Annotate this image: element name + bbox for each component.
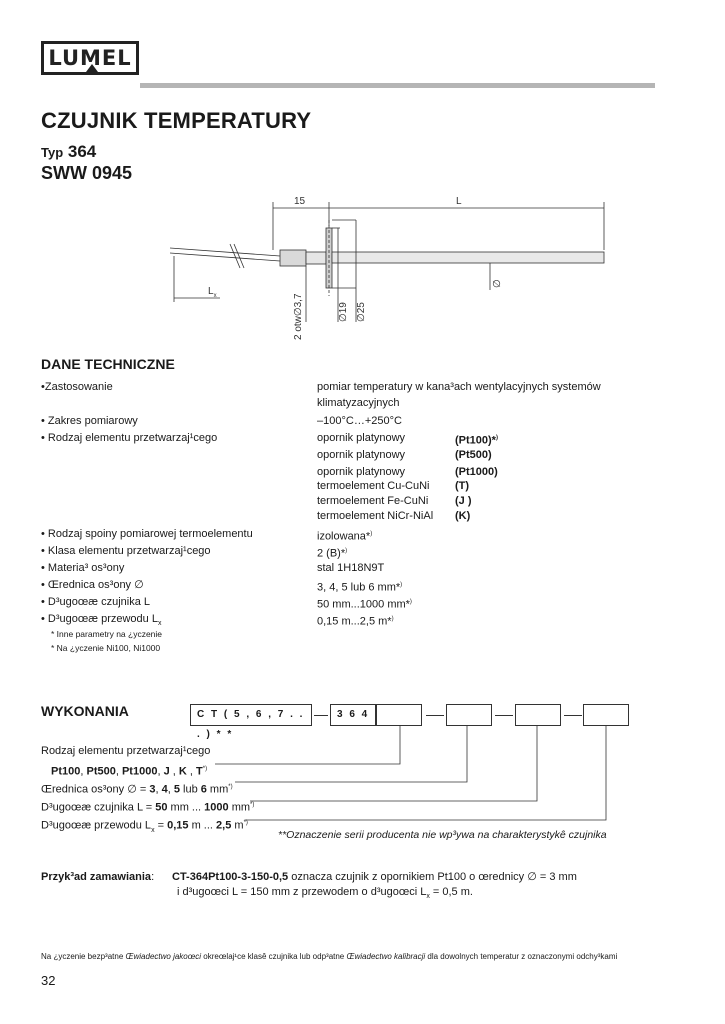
element-code-2: (Pt1000) — [455, 466, 498, 478]
diam-sep-1: , — [155, 783, 162, 796]
order-line-element-options — [51, 762, 207, 779]
footer-prefix: Na ¿yczenie bezp³atne — [41, 952, 126, 961]
spec-value-13: 50 mm...1000 mm* — [317, 598, 410, 611]
opt-j: J — [163, 765, 170, 778]
tech-note-0: * Inne parametry na ¿yczenie — [51, 629, 163, 639]
order-box-series: C T ( 5 , 6 , 7 . . . ) * * — [190, 704, 312, 726]
footer-note — [41, 952, 617, 961]
example-line-1-text — [172, 870, 577, 884]
spec-value-2: –100°C…+250°C — [317, 415, 402, 427]
diam-sup: *) — [228, 784, 233, 790]
spec-value-4: opornik platynowy — [317, 449, 406, 461]
order-line-diameter — [41, 780, 233, 797]
order-line-cable — [41, 816, 248, 838]
diam-text: Œrednica os³ony ∅ = — [41, 783, 150, 796]
dim-L-label: L — [456, 196, 462, 207]
example-label: Przyk³ad zamawiania — [41, 871, 152, 883]
spec-label-12: • Œrednica os³ony ∅ — [41, 579, 144, 591]
dim-diam-label: ∅ — [492, 279, 503, 288]
cable-mid: m ... — [188, 819, 217, 832]
spec-label-2: • Zakres pomiarowy — [41, 415, 138, 427]
spec-value-10: 2 (B)* — [317, 547, 346, 560]
example-text-1: oznacza czujnik z opornikiem Pt100 o œrednicy ∅ = 3 mm — [288, 871, 577, 883]
spec-sup-9: ) — [370, 531, 373, 537]
dim-15-label: 15 — [294, 196, 306, 207]
order-line-length — [41, 798, 254, 815]
opt-sep-4: , — [169, 765, 179, 778]
order-line-element-title: Rodzaj elementu przetwarzaj¹cego — [41, 745, 211, 757]
opt-k: K — [178, 765, 187, 778]
dim-holes-label: 2 otw∅3,7 — [293, 293, 304, 340]
diam-6: 6 — [200, 783, 207, 796]
dim-Lx-sub: x — [213, 293, 217, 299]
cable-min: 0,15 — [167, 819, 189, 832]
example-code: CT-364Pt100-3-150-0,5 — [172, 871, 289, 883]
spec-sup-10: ) — [345, 548, 348, 554]
opt-sup: *) — [202, 766, 208, 772]
len-unit: mm — [228, 801, 251, 814]
spec-value-14: 0,15 m...2,5 m* — [317, 615, 392, 628]
example-line-1 — [41, 870, 154, 884]
element-code-4: (J ) — [455, 495, 472, 507]
dim-19-label: ∅19 — [338, 302, 349, 322]
spec-value-9: izolowana* — [317, 530, 371, 543]
spec-lx-sub: x — [157, 620, 162, 628]
spec-value-8: termoelement NiCr-NiAl — [317, 510, 434, 522]
element-code-5: (K) — [455, 510, 471, 522]
spec-value-5: opornik platynowy — [317, 466, 406, 478]
spec-sup-12: ) — [400, 582, 403, 588]
cable-max: 2,5 — [216, 819, 232, 832]
leader-length — [250, 726, 537, 801]
order-box-type: 3 6 4 — [330, 704, 376, 726]
diam-3: 3 — [149, 783, 156, 796]
element-sup-0: ) — [495, 435, 498, 441]
cable-eq: = — [154, 819, 168, 832]
spec-label-10: • Klasa elementu przetwarzaj¹cego — [41, 545, 211, 557]
spec-label-11: • Materia³ os³ony — [41, 562, 125, 574]
cable-unit: m — [231, 819, 244, 832]
element-code-0: (Pt100)* — [455, 434, 496, 447]
element-code-3: (T) — [455, 480, 470, 492]
example-colon: : — [151, 871, 155, 883]
footer-cert-quality: Œwiadectwo jakoœci — [125, 952, 202, 961]
diam-sep-2: , — [167, 783, 174, 796]
footer-cert-calibration: Œwiadectwo kalibracji — [346, 952, 426, 961]
spec-value-6: termoelement Cu-CuNi — [317, 480, 430, 492]
spec-label-14: • D³ugoœæ przewodu L — [41, 613, 158, 625]
diam-or: lub — [179, 783, 201, 796]
spec-value-11: stal 1H18N9T — [317, 562, 385, 574]
len-sup: *) — [250, 802, 255, 808]
len-max: 1000 — [204, 801, 229, 814]
len-mid: mm ... — [167, 801, 205, 814]
diam-unit: mm — [206, 783, 229, 796]
spec-value-3: opornik platynowy — [317, 432, 406, 444]
type-label: Typ — [41, 145, 64, 160]
series-note: **Oznaczenie serii producenta nie wp³ywa na charakterystykê czujnika — [278, 829, 607, 841]
spec-value-12: 3, 4, 5 lub 6 mm* — [317, 581, 401, 594]
order-heading: WYKONANIA — [41, 703, 129, 719]
spec-value-0: pomiar temperatury w kana³ach wentylacyjnych systemów — [317, 381, 601, 393]
spec-sup-13: ) — [409, 599, 412, 605]
opt-t: T — [196, 765, 203, 778]
leader-cable — [245, 726, 606, 820]
page-number: 32 — [41, 973, 56, 988]
opt-sep-3: , — [157, 765, 164, 778]
opt-pt1000: Pt1000 — [121, 765, 158, 778]
leader-element — [215, 726, 400, 764]
diam-5: 5 — [173, 783, 180, 796]
type-value: 364 — [67, 142, 97, 161]
spec-label-9: • Rodzaj spoiny pomiarowej termoelementu — [41, 528, 253, 540]
len-text: D³ugoœæ czujnika L = — [41, 801, 156, 814]
opt-sep-1: , — [80, 765, 87, 778]
element-code-1: (Pt500) — [455, 449, 492, 461]
tech-note-1: * Na ¿yczenie Ni100, Ni1000 — [51, 643, 161, 653]
diam-4: 4 — [161, 783, 168, 796]
spec-label-0: •Zastosowanie — [41, 381, 113, 393]
example-sub: x — [426, 893, 430, 901]
spec-sup-14: ) — [391, 616, 394, 622]
cable-text: D³ugoœæ przewodu L — [41, 819, 152, 832]
opt-sep-5: , — [186, 765, 196, 778]
dim-25-label: ∅25 — [356, 302, 367, 322]
opt-pt500: Pt500 — [86, 765, 116, 778]
opt-sep-2: , — [115, 765, 122, 778]
cable-sup: *) — [243, 820, 248, 826]
spec-label-3: • Rodzaj elementu przetwarzaj¹cego — [41, 432, 218, 444]
cable-sub: x — [151, 826, 155, 834]
example-line-2 — [177, 885, 473, 904]
product-code: SWW 0945 — [41, 163, 133, 183]
example-text-2a: i d³ugoœci L = 150 mm z przewodem o d³ugoœci L — [177, 886, 427, 898]
tech-heading: DANE TECHNICZNE — [41, 356, 175, 372]
leader-diameter — [235, 726, 467, 782]
spec-value-1: klimatyzacyjnych — [317, 397, 400, 409]
spec-label-13: • D³ugoœæ czujnika L — [41, 596, 151, 608]
dim-Lx-main: L — [208, 286, 214, 297]
example-text-2b: = 0,5 m. — [429, 886, 473, 898]
footer-suffix: dla dowolnych temperatur z oznaczonymi odchy³kami — [425, 952, 618, 961]
page-title: CZUJNIK TEMPERATURY — [41, 108, 312, 133]
logo-text: LUMEL — [48, 46, 132, 70]
len-min: 50 — [155, 801, 168, 814]
footer-mid: okreœlaj¹ce klasê czujnika lub odp³atne — [201, 952, 347, 961]
opt-pt100: Pt100 — [51, 765, 81, 778]
spec-value-7: termoelement Fe-CuNi — [317, 495, 429, 507]
